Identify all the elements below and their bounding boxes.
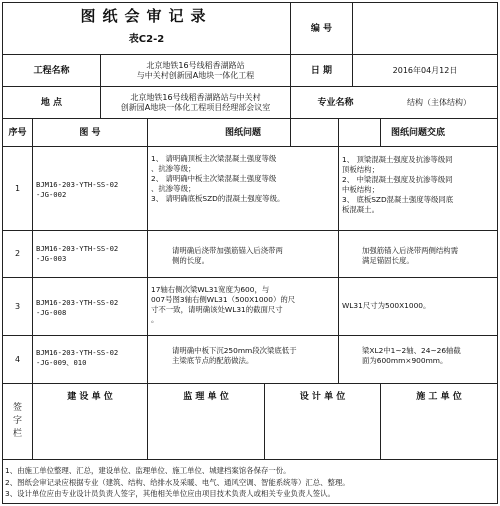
signature-label-text: 签字栏 [12, 403, 22, 439]
location-value: 北京地铁16号线稻香湖路站与中关村 创新园A地块一体化工程项目经理部会议室 [120, 92, 271, 112]
row-number: 2 [14, 249, 21, 258]
project-name-value: 北京地铁16号线稻香湖路站 与中关村创新园A地块一体化工程 [136, 60, 255, 80]
column-header-issue: 图纸问题 [224, 127, 261, 138]
signature-supervisor[interactable]: 监 理 单 位 [183, 392, 229, 402]
response-text: 加强筋锚入后浇带两侧结构需 满足锚固长度。 [362, 246, 459, 265]
notes [5, 465, 495, 500]
issue-text: 1、 请明确顶板主次梁混凝土强度等级 、抗渗等级； 2、 请明确中板主次梁混凝土强度等级 、抗渗等级； 3、 请明确底板SZD的混凝土强度等级。 [151, 154, 285, 203]
number-label: 编 号 [310, 23, 333, 34]
row-number: 1 [14, 183, 21, 193]
issue-text: 请明确后浇带加强筋锚入后浇带两 侧的长度。 [172, 246, 283, 265]
response-text: WL31尺寸为500X1000。 [342, 301, 431, 310]
column-header-drawing: 图 号 [79, 127, 101, 138]
grid-line [2, 146, 498, 147]
signature-designer[interactable]: 设 计 单 位 [299, 392, 346, 402]
specialty-value: 结构（主体结构） [407, 97, 471, 107]
row-number: 3 [14, 301, 21, 311]
grid-line [2, 335, 498, 336]
column-header-response: 图纸问题交底 [390, 127, 445, 138]
row-number: 4 [14, 354, 21, 364]
number-value[interactable] [353, 3, 497, 54]
signature-label [3, 384, 32, 459]
response-text: 1、 顶梁混凝土强度及抗渗等级同 顶板结构； 2、 中梁混凝土强度及抗渗等级同 中板结构； 3、 底板SZD混凝土强度等级同底 板混凝土。 [342, 155, 454, 214]
response-text: 梁XL2中1~2轴、24~26轴截 面为600mm×900mm。 [362, 346, 461, 365]
issue-text: 17轴右侧次梁WL31宽度为600，与 007号图3轴右侧WL31（500X1000）的尺 寸不一致，请明确该处WL31的截面尺寸 。 [151, 285, 296, 324]
note-item: 2、图纸会审记录应根据专业（建筑、结构、给排水及采暖、电气、通风空调、智能系统等）汇总、整理。 [5, 477, 350, 487]
column-header-no: 序号 [8, 127, 27, 138]
grid-line [2, 503, 498, 504]
drawing-number: BJM16-203-YTH-SS-02 -JG-008 [36, 298, 119, 317]
form-title: 图纸会审记录 [80, 7, 213, 25]
project-name-label: 工程名称 [33, 65, 70, 76]
drawing-number: BJM16-203-YTH-SS-02 -JG-003 [36, 244, 119, 263]
drawing-number: BJM16-203-YTH-SS-02 -JG-002 [36, 180, 119, 199]
form-code: 表C2-2 [128, 34, 165, 45]
note-item: 3、设计单位应由专业设计员负责人签字，其他相关单位应由项目技术负责人或相关专业负责人签认。 [5, 489, 335, 498]
drawing-number: BJM16-203-YTH-SS-02 -JG-009、010 [36, 348, 119, 367]
date-value: 2016年04月12日 [392, 65, 458, 75]
signature-construction-owner[interactable]: 建 设 单 位 [67, 392, 113, 402]
grid-line [2, 277, 498, 278]
grid-line [338, 118, 339, 383]
date-label: 日 期 [310, 65, 333, 76]
signature-contractor[interactable]: 施 工 单 位 [416, 392, 462, 402]
grid-line [2, 383, 498, 384]
issue-text: 请明确中板下沉250mm段次梁底低于 主梁底节点的配筋做法。 [172, 346, 297, 365]
grid-line [2, 230, 498, 231]
location-label: 地 点 [40, 97, 63, 108]
grid-line [32, 118, 33, 459]
note-item: 1、由施工单位整理、汇总，建设单位、监理单位、施工单位、城建档案馆各保存一份。 [5, 466, 291, 475]
grid-line [497, 2, 498, 504]
grid-line [2, 459, 498, 460]
grid-line [147, 118, 148, 383]
specialty-label: 专业名称 [317, 97, 354, 108]
